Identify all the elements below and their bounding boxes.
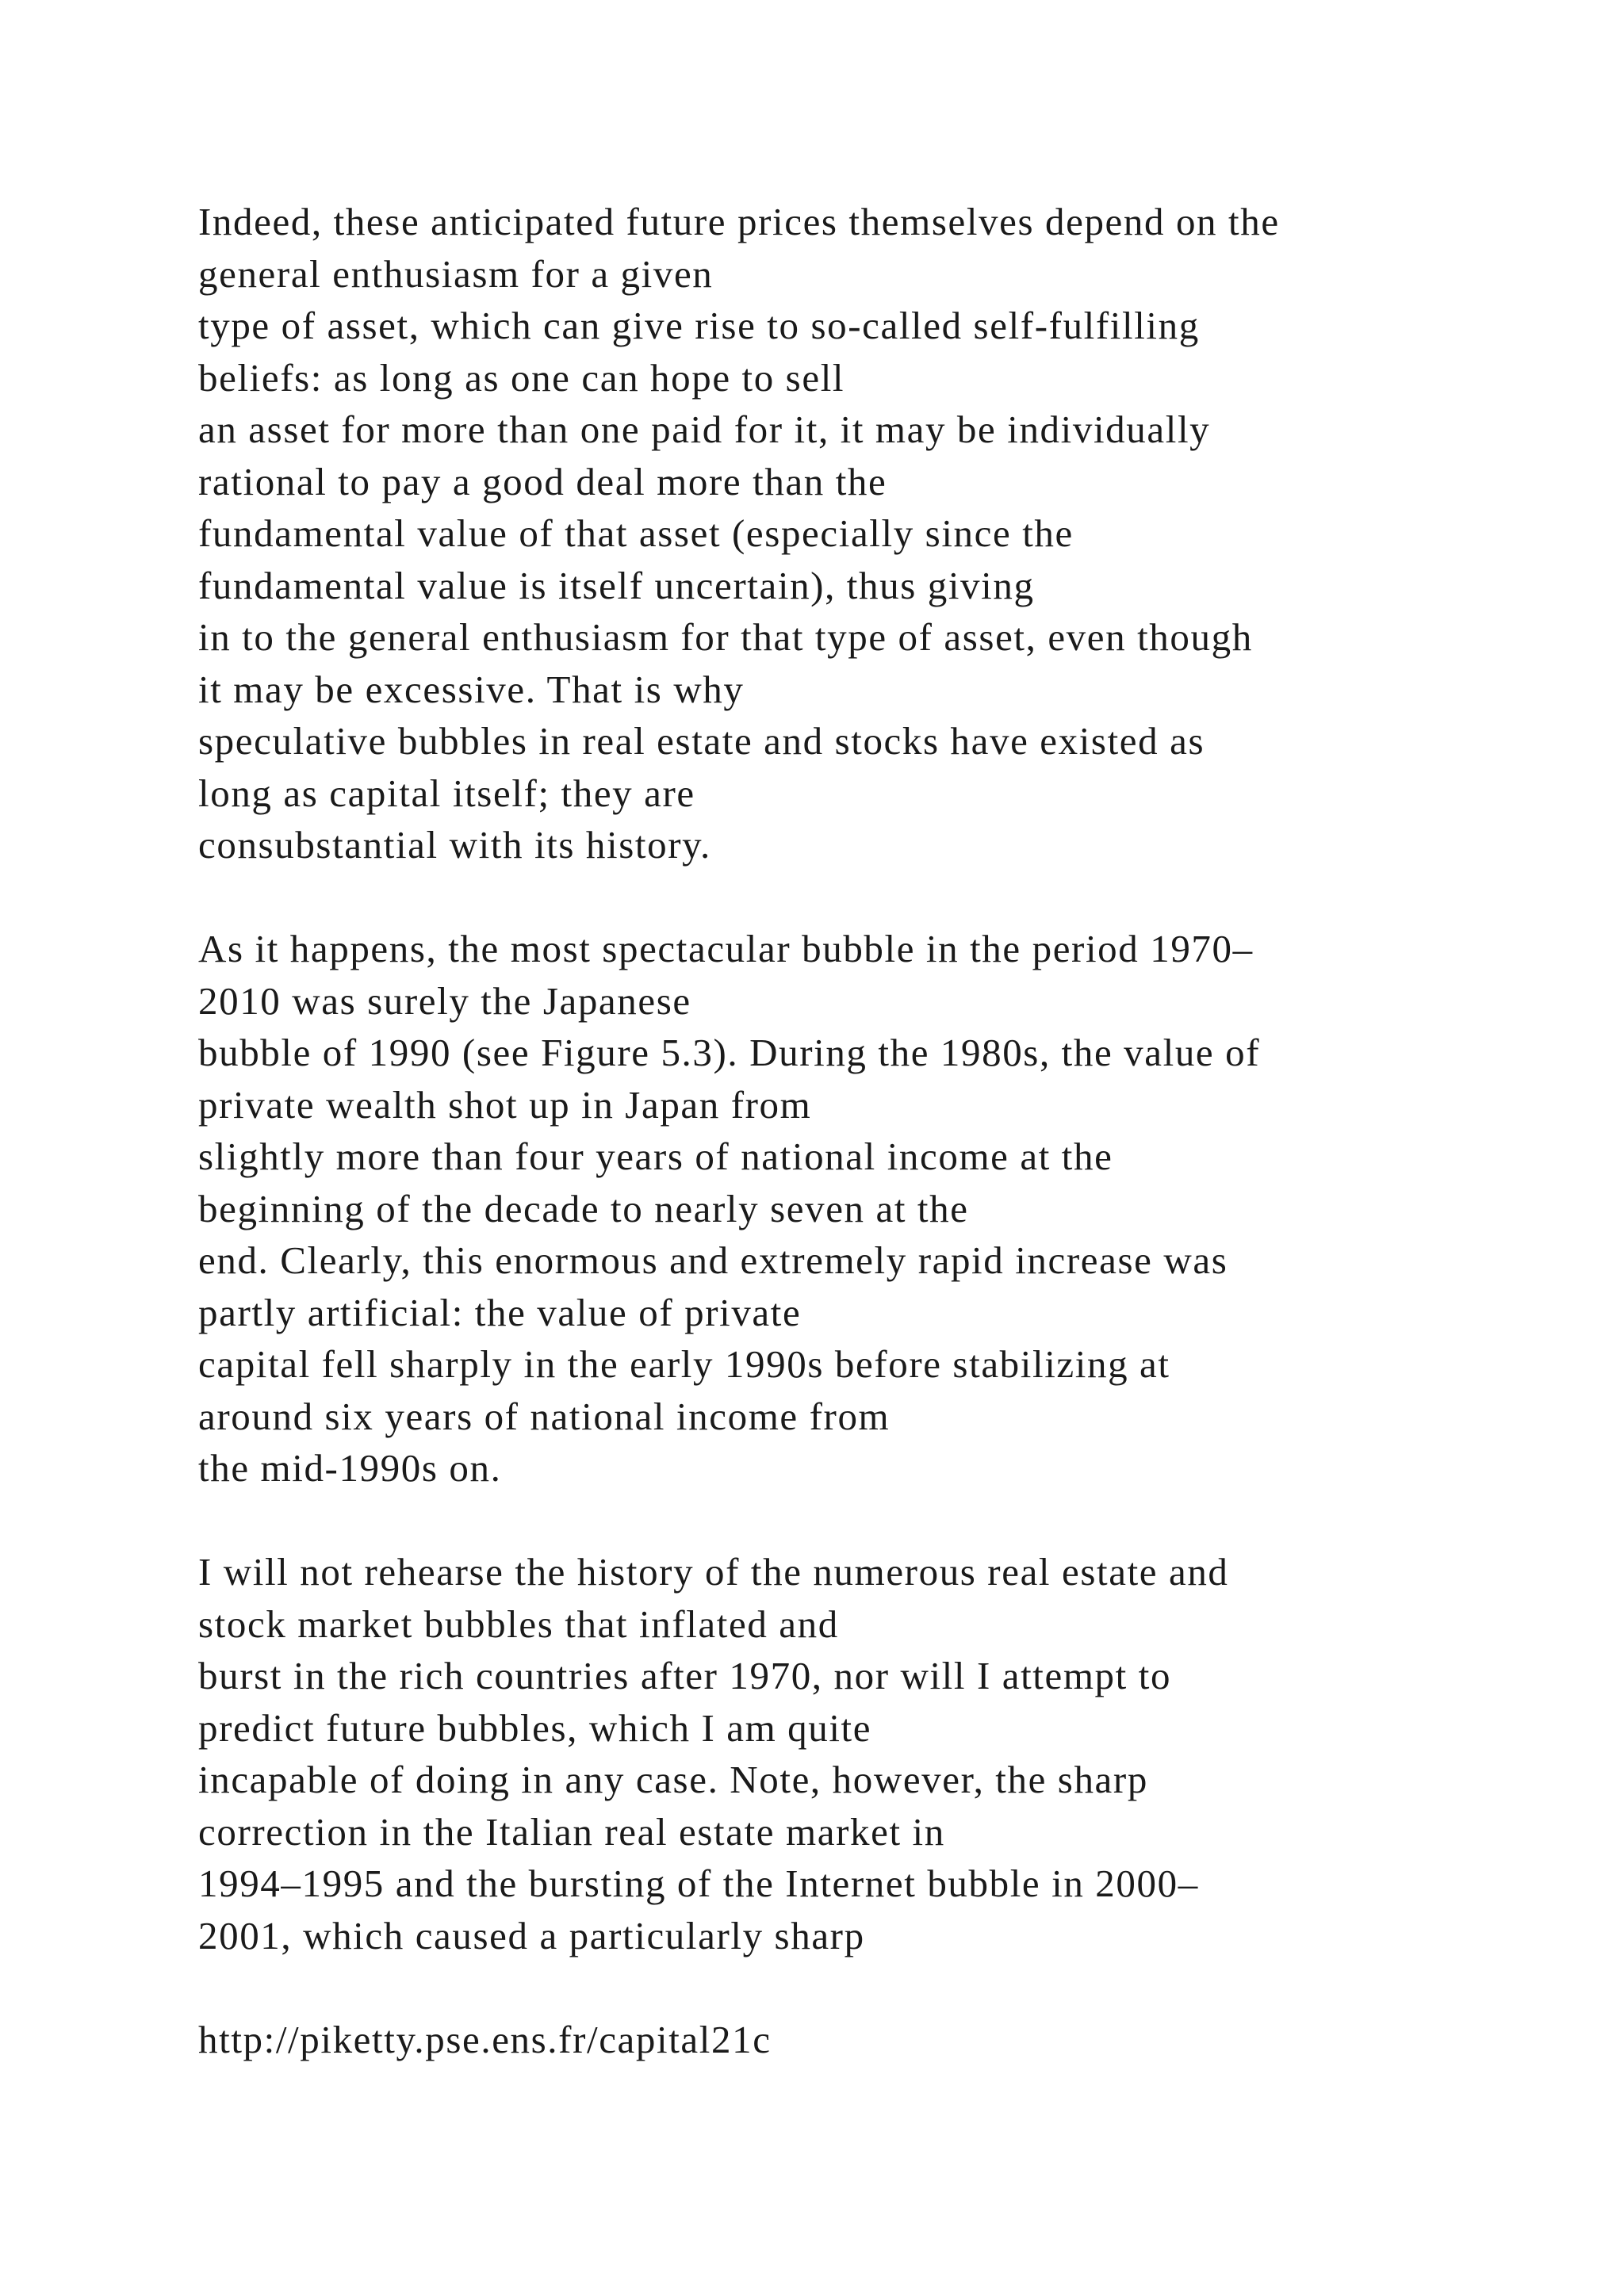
text-line: beliefs: as long as one can hope to sell xyxy=(198,355,845,400)
text-line: in to the general enthusiasm for that type of asset, even though xyxy=(198,615,1253,659)
paragraph-2 xyxy=(198,923,1546,1494)
text-line: As it happens, the most spectacular bubble in the period 1970– xyxy=(198,927,1254,970)
text-line: consubstantial with its history. xyxy=(198,823,711,867)
text-line: 2001, which caused a particularly sharp xyxy=(198,1913,865,1957)
text-line: burst in the rich countries after 1970, nor will I attempt to xyxy=(198,1654,1172,1697)
text-line: capital fell sharply in the early 1990s before stabilizing at xyxy=(198,1342,1170,1386)
text-line: partly artificial: the value of private xyxy=(198,1290,802,1334)
text-line: rational to pay a good deal more than the xyxy=(198,459,887,503)
text-line: it may be excessive. That is why xyxy=(198,667,745,711)
text-line: Indeed, these anticipated future prices themselves depend on the xyxy=(198,200,1280,243)
text-line: end. Clearly, this enormous and extremely rapid increase was xyxy=(198,1238,1228,1282)
text-line: incapable of doing in any case. Note, however, the sharp xyxy=(198,1758,1148,1801)
text-line: stock market bubbles that inflated and xyxy=(198,1601,839,1646)
text-line: fundamental value of that asset (especially since the xyxy=(198,511,1074,555)
source-url: http://piketty.pse.ens.fr/capital21c xyxy=(198,2017,772,2061)
text-line: speculative bubbles in real estate and stocks have existed as xyxy=(198,719,1205,763)
text-line: slightly more than four years of national income at the xyxy=(198,1135,1113,1178)
paragraph-3 xyxy=(198,1546,1546,1961)
text-line: bubble of 1990 (see Figure 5.3). During the 1980s, the value of xyxy=(198,1031,1261,1074)
text-line: around six years of national income from xyxy=(198,1394,891,1438)
body-text xyxy=(198,196,1546,2118)
text-line: type of asset, which can give rise to so-called self-fulfilling xyxy=(198,304,1200,347)
text-line: private wealth shot up in Japan from xyxy=(198,1082,812,1127)
text-line: beginning of the decade to nearly seven at the xyxy=(198,1186,969,1230)
text-line: fundamental value is itself uncertain), thus giving xyxy=(198,563,1035,607)
text-line: an asset for more than one paid for it, it may be individually xyxy=(198,408,1211,451)
text-line: 2010 was surely the Japanese xyxy=(198,978,691,1023)
paragraph-1 xyxy=(198,196,1546,871)
text-line: correction in the Italian real estate market in xyxy=(198,1809,945,1854)
url-paragraph xyxy=(198,2014,1546,2066)
text-line: general enthusiasm for a given xyxy=(198,251,714,296)
text-line: the mid-1990s on. xyxy=(198,1446,502,1490)
text-line: predict future bubbles, which I am quite xyxy=(198,1705,872,1750)
text-line: 1994–1995 and the bursting of the Internet bubble in 2000– xyxy=(198,1862,1199,1905)
text-line: long as capital itself; they are xyxy=(198,771,695,815)
text-line: I will not rehearse the history of the numerous real estate and xyxy=(198,1550,1229,1594)
